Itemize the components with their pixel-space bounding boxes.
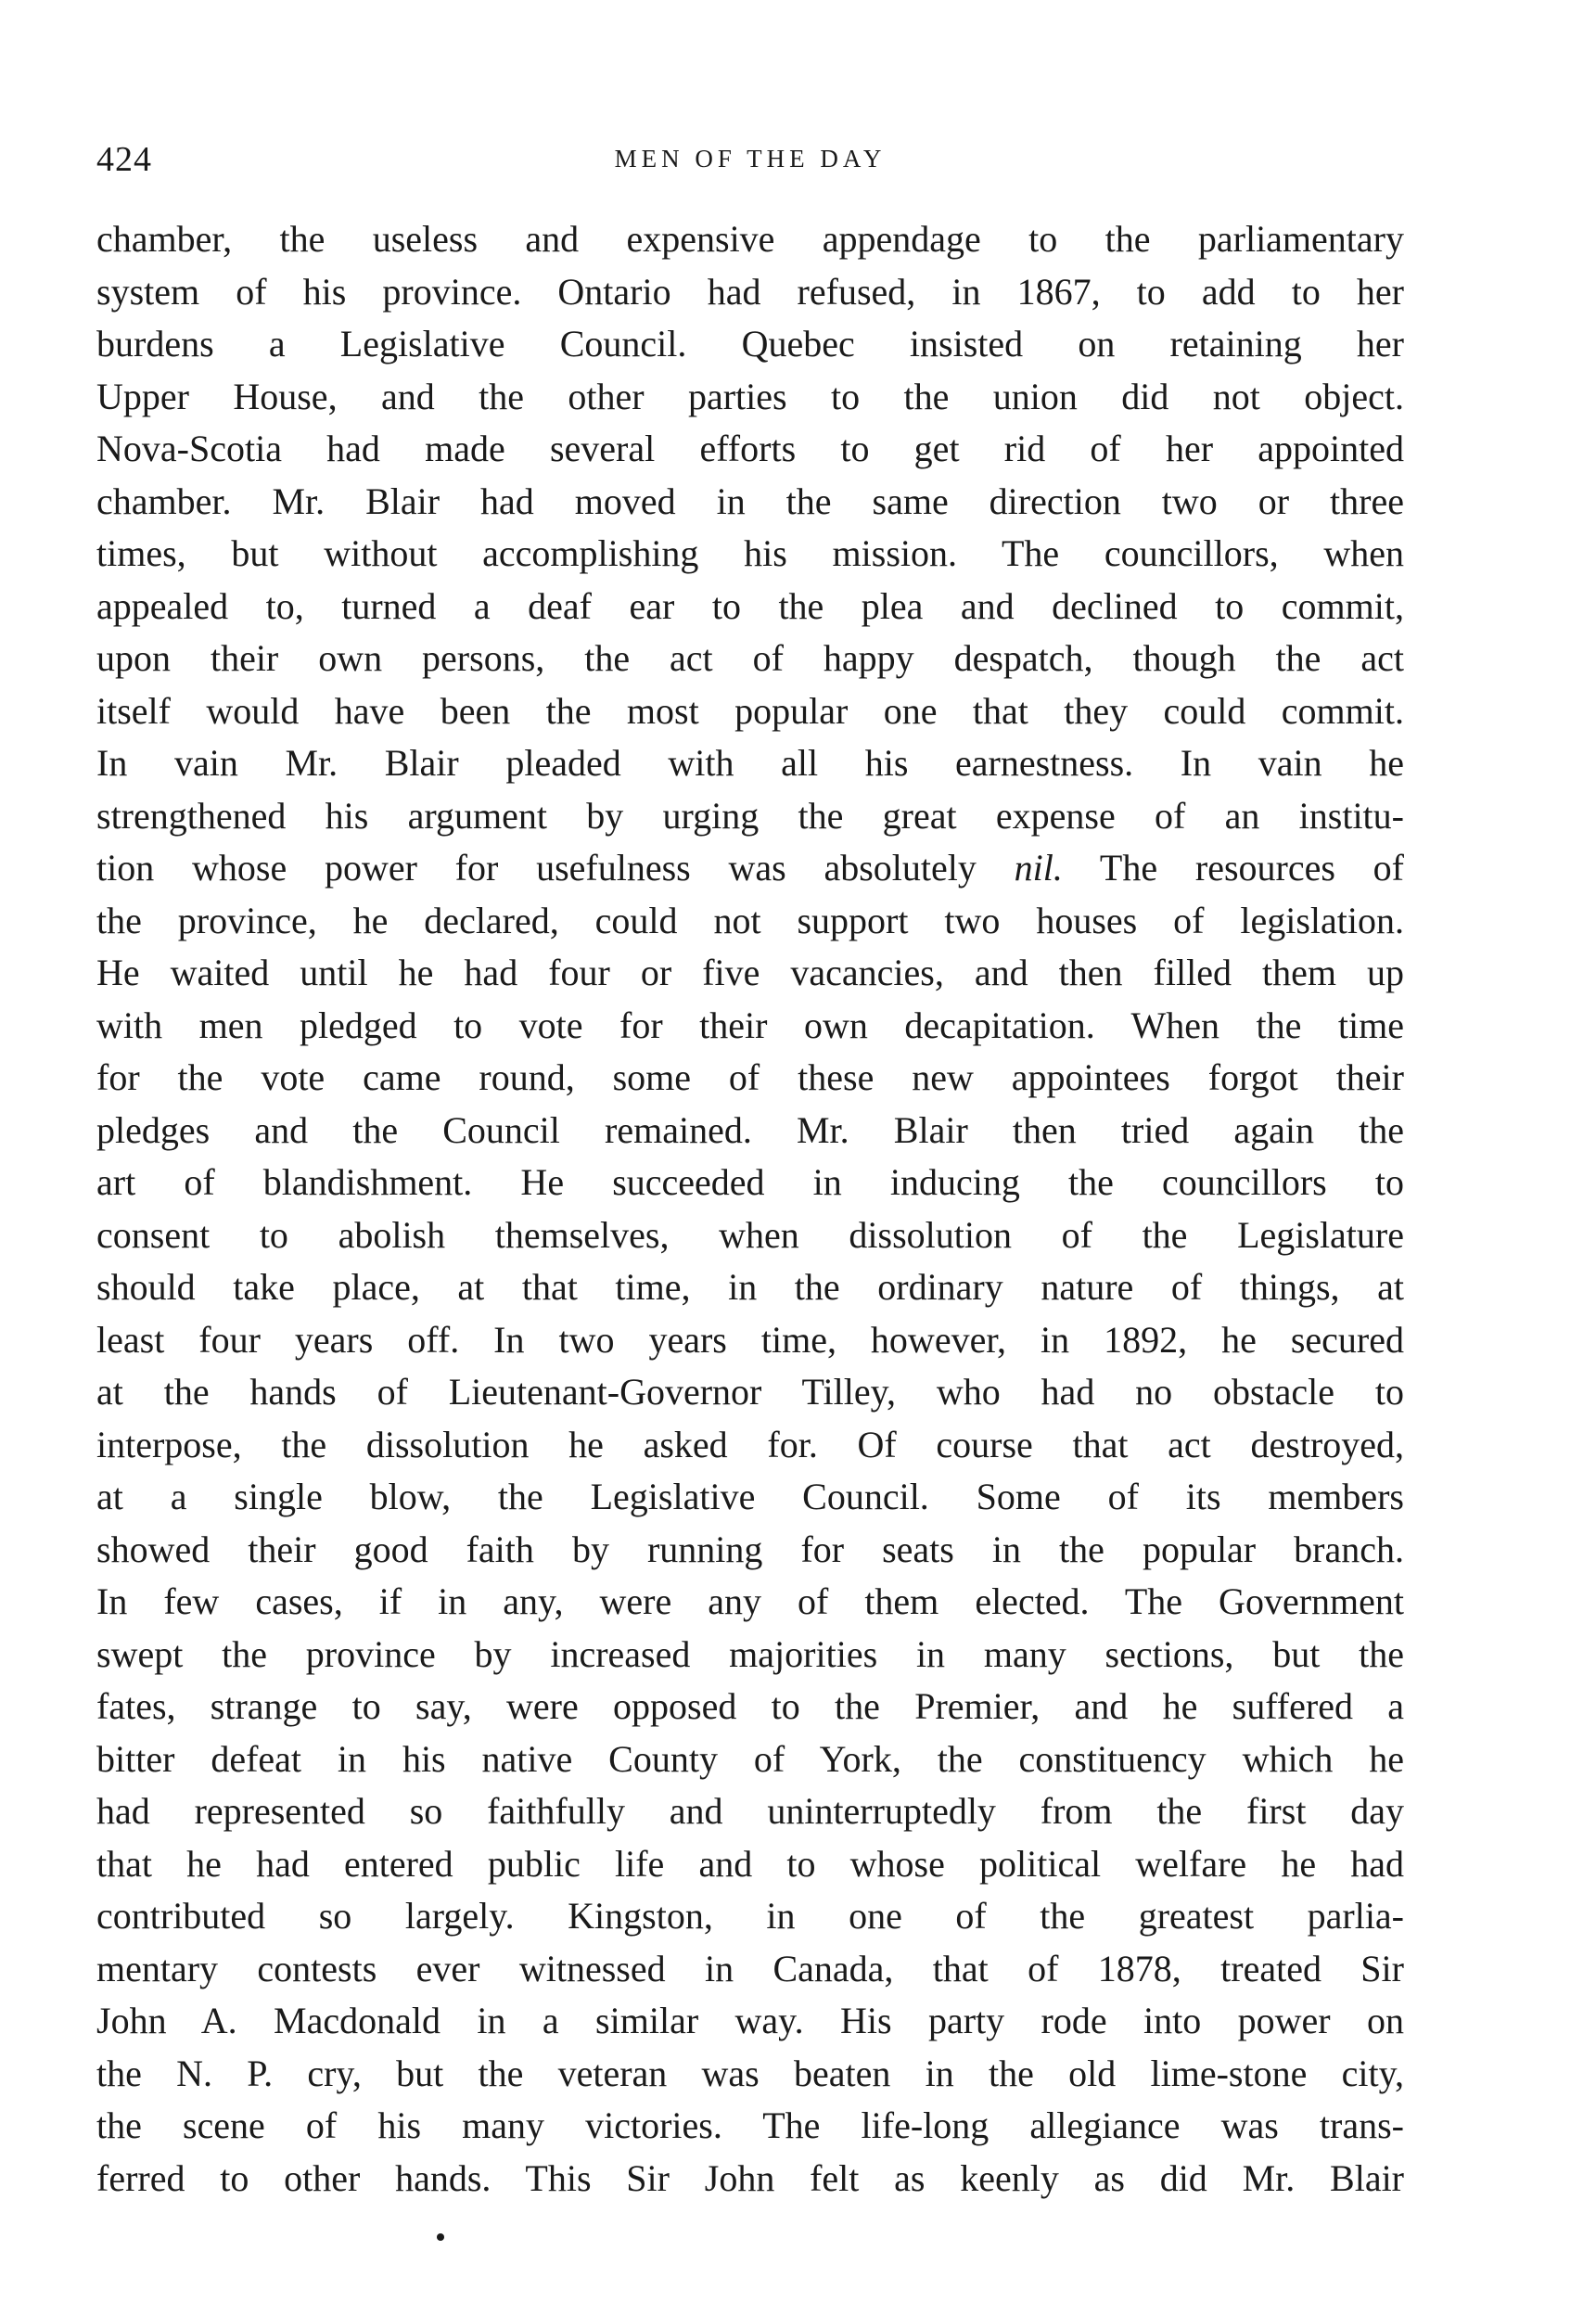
text-line (96, 685, 1404, 738)
text-line (96, 581, 1404, 633)
text-line (96, 1105, 1404, 1158)
text-segment: system of his province. Ontario had refused, in 1867, to add to her (96, 270, 1404, 313)
ink-dot-mark (437, 2233, 444, 2241)
text-segment: Nova-Scotia had made several efforts to get rid of her appointed (96, 428, 1404, 469)
text-line (96, 1419, 1404, 1472)
text-segment: at a single blow, the Legislative Council. Some of its members (96, 1476, 1404, 1517)
text-line (96, 1366, 1404, 1419)
text-segment: showed their good faith by running for seats in the popular branch. (96, 1528, 1404, 1570)
text-segment: itself would have been the most popular one that they could commit. (96, 689, 1404, 732)
text-line (96, 266, 1404, 319)
text-line (96, 1524, 1404, 1577)
text-line (96, 1733, 1404, 1786)
text-line (96, 1838, 1404, 1891)
text-line (96, 1261, 1404, 1314)
text-line (96, 790, 1404, 843)
text-segment: mentary contests ever witnessed in Canada, that of 1878, treated Sir (96, 1947, 1404, 1989)
text-line (96, 895, 1404, 948)
text-line (96, 1995, 1404, 2048)
text-segment: appealed to, turned a deaf ear to the plea and declined to commit, (96, 584, 1404, 627)
text-segment: Upper House, and the other parties to the union did not object. (96, 375, 1404, 417)
text-line (96, 1209, 1404, 1262)
text-line (96, 1000, 1404, 1053)
text-segment: art of blandishment. He succeeded in inducing the councillors to (96, 1161, 1404, 1203)
text-line (96, 842, 1404, 895)
text-line (96, 1681, 1404, 1733)
text-line (96, 1471, 1404, 1524)
text-line (96, 1314, 1404, 1367)
text-line (96, 1576, 1404, 1629)
text-line (96, 1052, 1404, 1105)
text-segment: burdens a Legislative Council. Quebec insisted on retaining her (96, 323, 1404, 365)
text-segment: the province, he declared, could not support two houses of legislation. (96, 899, 1404, 941)
text-segment: chamber. Mr. Blair had moved in the same direction two or three (96, 480, 1404, 522)
text-segment: upon their own persons, the act of happy despatch, though the act (96, 637, 1404, 679)
text-line (96, 476, 1404, 529)
text-line (96, 1785, 1404, 1838)
text-segment: He waited until he had four or five vacancies, and then filled them up (96, 952, 1404, 993)
running-title: MEN OF THE DAY (614, 145, 887, 173)
text-line (96, 1157, 1404, 1209)
text-segment: chamber, the useless and expensive appendage to the parliamentary (96, 218, 1404, 260)
text-segment: for the vote came round, some of these new appointees forgot their (96, 1056, 1404, 1098)
italic-text: nil. (1014, 847, 1063, 889)
text-segment: should take place, at that time, in the ordinary nature of things, at (96, 1266, 1404, 1308)
text-line (96, 318, 1404, 371)
text-segment: times, but without accomplishing his mission. The councillors, when (96, 532, 1404, 574)
text-line (96, 2100, 1404, 2153)
body-text (96, 213, 1404, 2205)
text-line (96, 633, 1404, 685)
text-segment: the N. P. cry, but the veteran was beaten in the old lime-stone city, (96, 2052, 1404, 2094)
text-line (96, 947, 1404, 1000)
text-segment: John A. Macdonald in a similar way. His party rode into power on (96, 2000, 1404, 2041)
text-segment: contributed so largely. Kingston, in one of the greatest parlia- (96, 1895, 1404, 1937)
text-segment: pledges and the Council remained. Mr. Blair then tried again the (96, 1108, 1404, 1151)
text-line (96, 423, 1404, 476)
page-header (96, 139, 1404, 185)
text-segment: the scene of his many victories. The life-long allegiance was trans- (96, 2104, 1404, 2146)
text-line (96, 1629, 1404, 1682)
text-segment: swept the province by increased majorities in many sections, but the (96, 1632, 1404, 1675)
text-segment: strengthened his argument by urging the great expense of an institu- (96, 794, 1404, 837)
text-line (96, 1890, 1404, 1943)
text-segment: ferred to other hands. This Sir John felt as keenly as did Mr. Blair (96, 2156, 1404, 2199)
text-segment: interpose, the dissolution he asked for. Of course that act destroyed, (96, 1423, 1404, 1465)
text-segment: at the hands of Lieutenant-Governor Tilley, who had no obstacle to (96, 1371, 1404, 1413)
text-segment: tion whose power for usefulness was absolutely (96, 847, 1015, 889)
text-line (96, 737, 1404, 790)
text-segment: had represented so faithfully and uninterruptedly from the first day (96, 1790, 1404, 1832)
text-segment: In vain Mr. Blair pleaded with all his earnestness. In vain he (96, 742, 1404, 784)
text-line (96, 213, 1404, 266)
text-line (96, 2048, 1404, 2101)
text-segment: fates, strange to say, were opposed to the Premier, and he suffered a (96, 1685, 1404, 1727)
text-line (96, 371, 1404, 424)
text-segment: least four years off. In two years time, however, in 1892, he secured (96, 1318, 1404, 1361)
text-segment: The resources of (1062, 847, 1404, 889)
text-segment: In few cases, if in any, were any of them elected. The Government (96, 1580, 1404, 1622)
text-segment: bitter defeat in his native County of York, the constituency which he (96, 1737, 1404, 1780)
text-line (96, 528, 1404, 581)
text-line (96, 1943, 1404, 1996)
text-segment: that he had entered public life and to whose political welfare he had (96, 1842, 1404, 1885)
text-segment: consent to abolish themselves, when dissolution of the Legislature (96, 1213, 1404, 1256)
text-line (96, 2153, 1404, 2206)
page-number: 424 (96, 140, 152, 179)
text-segment: with men pledged to vote for their own decapitation. When the time (96, 1004, 1404, 1046)
